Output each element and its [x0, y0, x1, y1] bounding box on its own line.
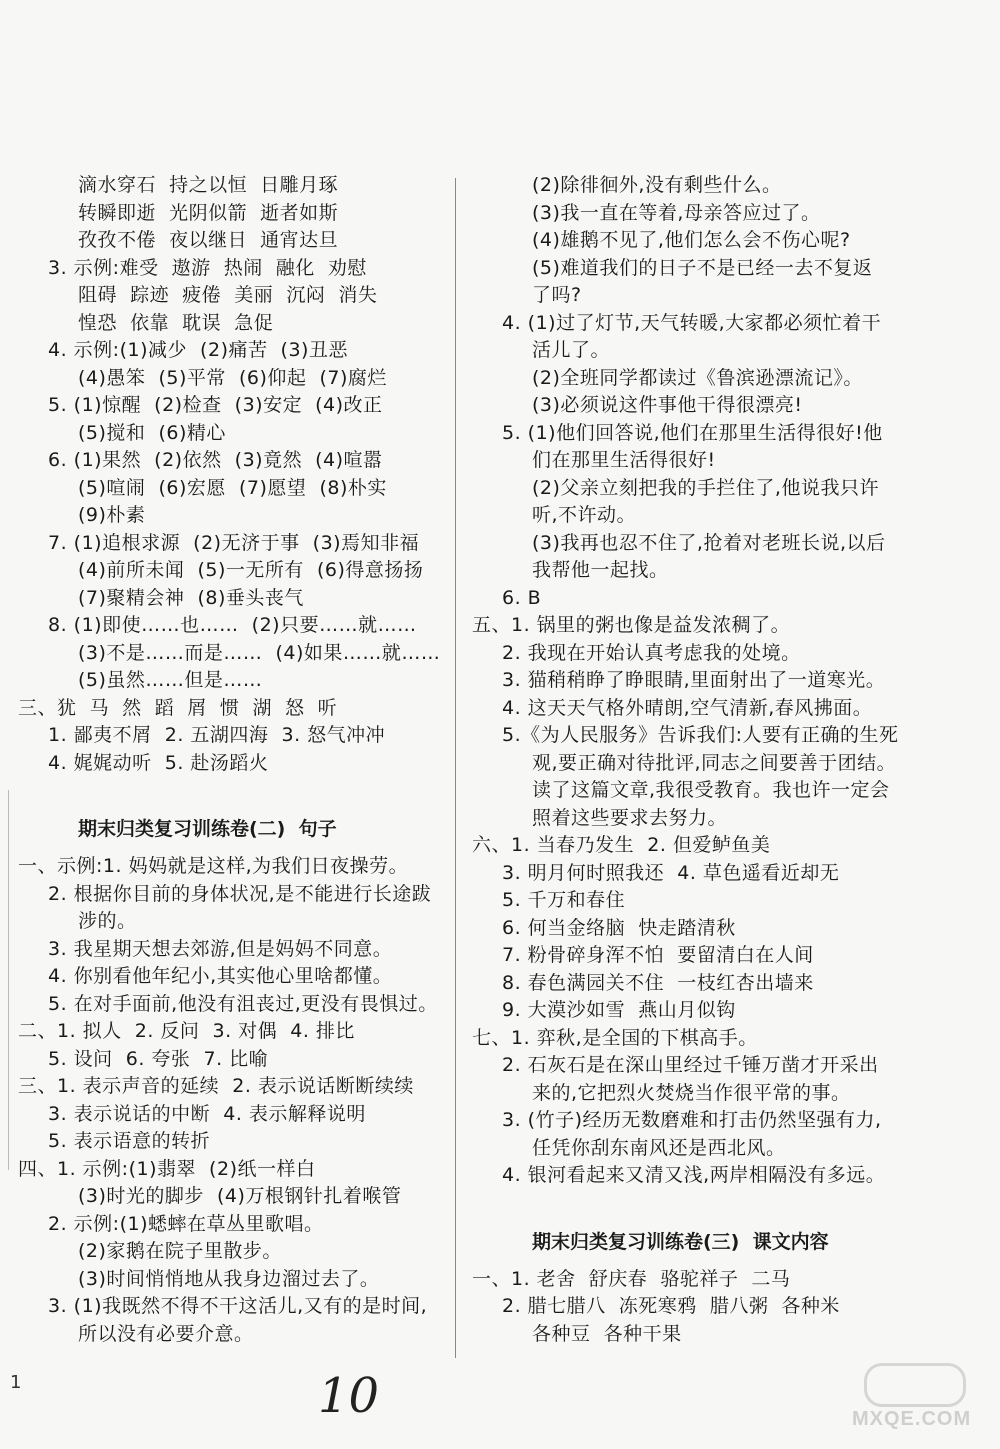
- answer-line: (3)时间悄悄地从我身边溜过去了。: [78, 1267, 380, 1290]
- answer-line: 观,要正确对待批评,同志之间要善于团结。: [532, 751, 897, 774]
- answer-line: 们在那里生活得很好!: [532, 449, 716, 471]
- answer-line: (4)愚笨 (5)平常 (6)仰起 (7)腐烂: [78, 366, 387, 389]
- answer-line: 7. (1)追根求源 (2)无济于事 (3)焉知非福: [48, 531, 420, 554]
- answer-line: 2. 根据你目前的身体状况,是不能进行长途跋: [48, 882, 432, 905]
- answer-line: 8. 春色满园关不住 一枝红杏出墙来: [502, 971, 814, 994]
- answer-line: 5.《为人民服务》告诉我们:人要有正确的生死: [502, 724, 899, 746]
- watermark-text: MXQE.COM: [852, 1408, 972, 1430]
- answer-line: 5. 千万和春住: [502, 889, 626, 911]
- answer-line: 3. (竹子)经历无数磨难和打击仍然坚强有力,: [502, 1109, 882, 1131]
- page-number: 10: [318, 1368, 380, 1424]
- answer-line: 各种豆 各种干果: [532, 1322, 682, 1345]
- answer-line: (9)朴素: [78, 504, 146, 526]
- answer-line: (5)喧闹 (6)宏愿 (7)愿望 (8)朴实: [78, 476, 387, 499]
- answer-line: 3. 我星期天想去郊游,但是妈妈不同意。: [48, 937, 393, 960]
- column-divider: [455, 178, 456, 1358]
- binding-margin-line: [8, 790, 9, 1170]
- section-heading: 期末归类复习训练卷(二) 句子: [78, 818, 337, 840]
- answer-line: 3. 猫稍稍睁了睁眼睛,里面射出了一道寒光。: [502, 669, 886, 691]
- answer-line: (2)父亲立刻把我的手拦住了,他说我只许: [532, 476, 879, 499]
- watermark-badge-icon: [864, 1363, 966, 1407]
- answer-line: (2)全班同学都读过《鲁滨逊漂流记》。: [532, 366, 863, 389]
- answer-line: 5. (1)惊醒 (2)检查 (3)安定 (4)改正: [48, 394, 383, 416]
- answer-line: (3)我一直在等着,母亲答应过了。: [532, 201, 821, 224]
- answer-line: 3. 明月何时照我还 4. 草色遥看近却无: [502, 861, 840, 884]
- answer-line: (3)时光的脚步 (4)万根钢针扎着喉管: [78, 1185, 402, 1207]
- answer-line: 9. 大漠沙如雪 燕山月似钩: [502, 999, 736, 1021]
- answer-line: 滴水穿石 持之以恒 日雕月琢: [78, 174, 339, 196]
- answer-line: 3. 表示说话的中断 4. 表示解释说明: [48, 1102, 366, 1125]
- watermark-logo: [852, 1361, 972, 1431]
- answer-line: 4. 这天天气格外晴朗,空气清新,春风拂面。: [502, 696, 873, 719]
- answer-line: (5)搅和 (6)精心: [78, 421, 226, 444]
- answer-line: 孜孜不倦 夜以继日 通宵达旦: [78, 229, 339, 251]
- answer-line: 照着这些要求去努力。: [532, 806, 728, 829]
- right-column: [472, 172, 912, 1348]
- spacer: [472, 1190, 912, 1218]
- answer-line: 6. (1)果然 (2)依然 (3)竟然 (4)喧嚣: [48, 449, 383, 471]
- answer-line: 任凭你刮东南风还是西北风。: [532, 1136, 786, 1159]
- answer-line: 三、犹 马 然 蹈 屑 惯 湖 怒 听: [18, 696, 338, 719]
- answer-line: (2)除徘徊外,没有剩些什么。: [532, 174, 782, 196]
- answer-line: 8. (1)即使……也…… (2)只要……就……: [48, 614, 417, 636]
- answer-line: 5. 设问 6. 夸张 7. 比喻: [48, 1047, 269, 1070]
- answer-line: 三、1. 表示声音的延续 2. 表示说话断断续续: [18, 1075, 414, 1097]
- answer-line: 一、示例:1. 妈妈就是这样,为我们日夜操劳。: [18, 855, 409, 877]
- answer-line: (7)聚精会神 (8)垂头丧气: [78, 586, 304, 609]
- answer-line: 五、1. 锅里的粥也像是益发浓稠了。: [472, 614, 791, 636]
- answer-line: 4. 银河看起来又清又浅,两岸相隔没有多远。: [502, 1164, 886, 1186]
- answer-line: 2. 我现在开始认真考虑我的处境。: [502, 641, 801, 664]
- answer-line: 5. (1)他们回答说,他们在那里生活得很好!他: [502, 421, 883, 444]
- answer-line: 4. 娓娓动听 5. 赴汤蹈火: [48, 751, 269, 774]
- answer-line: 来的,它把烈火焚烧当作很平常的事。: [532, 1081, 851, 1104]
- answer-line: (4)雄鹅不见了,他们怎么会不伤心呢?: [532, 229, 851, 251]
- answer-line: (3)必须说这件事他干得很漂亮!: [532, 394, 803, 416]
- left-column: [18, 172, 441, 1348]
- answer-line: (3)我再也忍不住了,抢着对老班长说,以后: [532, 531, 886, 554]
- answer-line: 3. (1)我既然不得不干这活儿,又有的是时间,: [48, 1295, 428, 1317]
- answer-line: 活儿了。: [532, 339, 611, 361]
- corner-mark: 1: [10, 1372, 22, 1393]
- answer-line: 4. 示例:(1)减少 (2)痛苦 (3)丑恶: [48, 339, 348, 361]
- answer-line: 所以没有必要介意。: [78, 1322, 254, 1345]
- section-heading: 期末归类复习训练卷(三) 课文内容: [532, 1230, 829, 1253]
- answer-line: 1. 鄙夷不屑 2. 五湖四海 3. 怒气冲冲: [48, 724, 386, 746]
- answer-line: 6. B: [502, 586, 542, 609]
- answer-line: 涉的。: [78, 910, 137, 932]
- answer-line: 4. (1)过了灯节,天气转暖,大家都必须忙着干: [502, 311, 882, 334]
- answer-line: (5)虽然……但是……: [78, 669, 263, 691]
- answer-line: 七、1. 弈秋,是全国的下棋高手。: [472, 1026, 758, 1049]
- answer-line: 转瞬即逝 光阴似箭 逝者如斯: [78, 201, 339, 224]
- answer-line: (4)前所未闻 (5)一无所有 (6)得意扬扬: [78, 559, 424, 581]
- answer-line: 四、1. 示例:(1)翡翠 (2)纸一样白: [18, 1157, 316, 1180]
- answer-line: (5)难道我们的日子不是已经一去不复返: [532, 256, 873, 279]
- answer-line: 二、1. 拟人 2. 反问 3. 对偶 4. 排比: [18, 1020, 355, 1042]
- answer-line: 读了这篇文章,我很受教育。我也许一定会: [532, 779, 890, 801]
- answer-line: 6. 何当金络脑 快走踏清秋: [502, 916, 736, 939]
- answer-line: 惶恐 依靠 耽误 急促: [78, 311, 274, 334]
- answer-line: (3)不是……而是…… (4)如果……就……: [78, 641, 441, 664]
- answer-line: (2)家鹅在院子里散步。: [78, 1240, 282, 1262]
- answer-line: 阻碍 踪迹 疲倦 美丽 沉闷 消失: [78, 284, 378, 306]
- answer-line: 2. 示例:(1)蟋蟀在草丛里歌唱。: [48, 1212, 324, 1235]
- answer-line: 听,不许动。: [532, 504, 637, 526]
- answer-line: 5. 表示语意的转折: [48, 1130, 211, 1152]
- answer-line: 3. 示例:难受 遨游 热闹 融化 劝慰: [48, 256, 367, 279]
- answer-line: 4. 你别看他年纪小,其实他心里啥都懂。: [48, 965, 393, 987]
- answer-line: 5. 在对手面前,他没有沮丧过,更没有畏惧过。: [48, 992, 438, 1015]
- answer-line: 了吗?: [532, 284, 582, 306]
- spacer: [18, 777, 438, 805]
- answer-line: 2. 腊七腊八 冻死寒鸦 腊八粥 各种米: [502, 1295, 840, 1317]
- answer-line: 一、1. 老舍 舒庆春 骆驼祥子 二马: [472, 1267, 791, 1290]
- answer-line: 六、1. 当春乃发生 2. 但爱鲈鱼美: [472, 834, 771, 856]
- answer-line: 2. 石灰石是在深山里经过千锤万凿才开采出: [502, 1054, 879, 1076]
- answer-line: 我帮他一起找。: [532, 559, 669, 581]
- answer-line: 7. 粉骨碎身浑不怕 要留清白在人间: [502, 944, 814, 966]
